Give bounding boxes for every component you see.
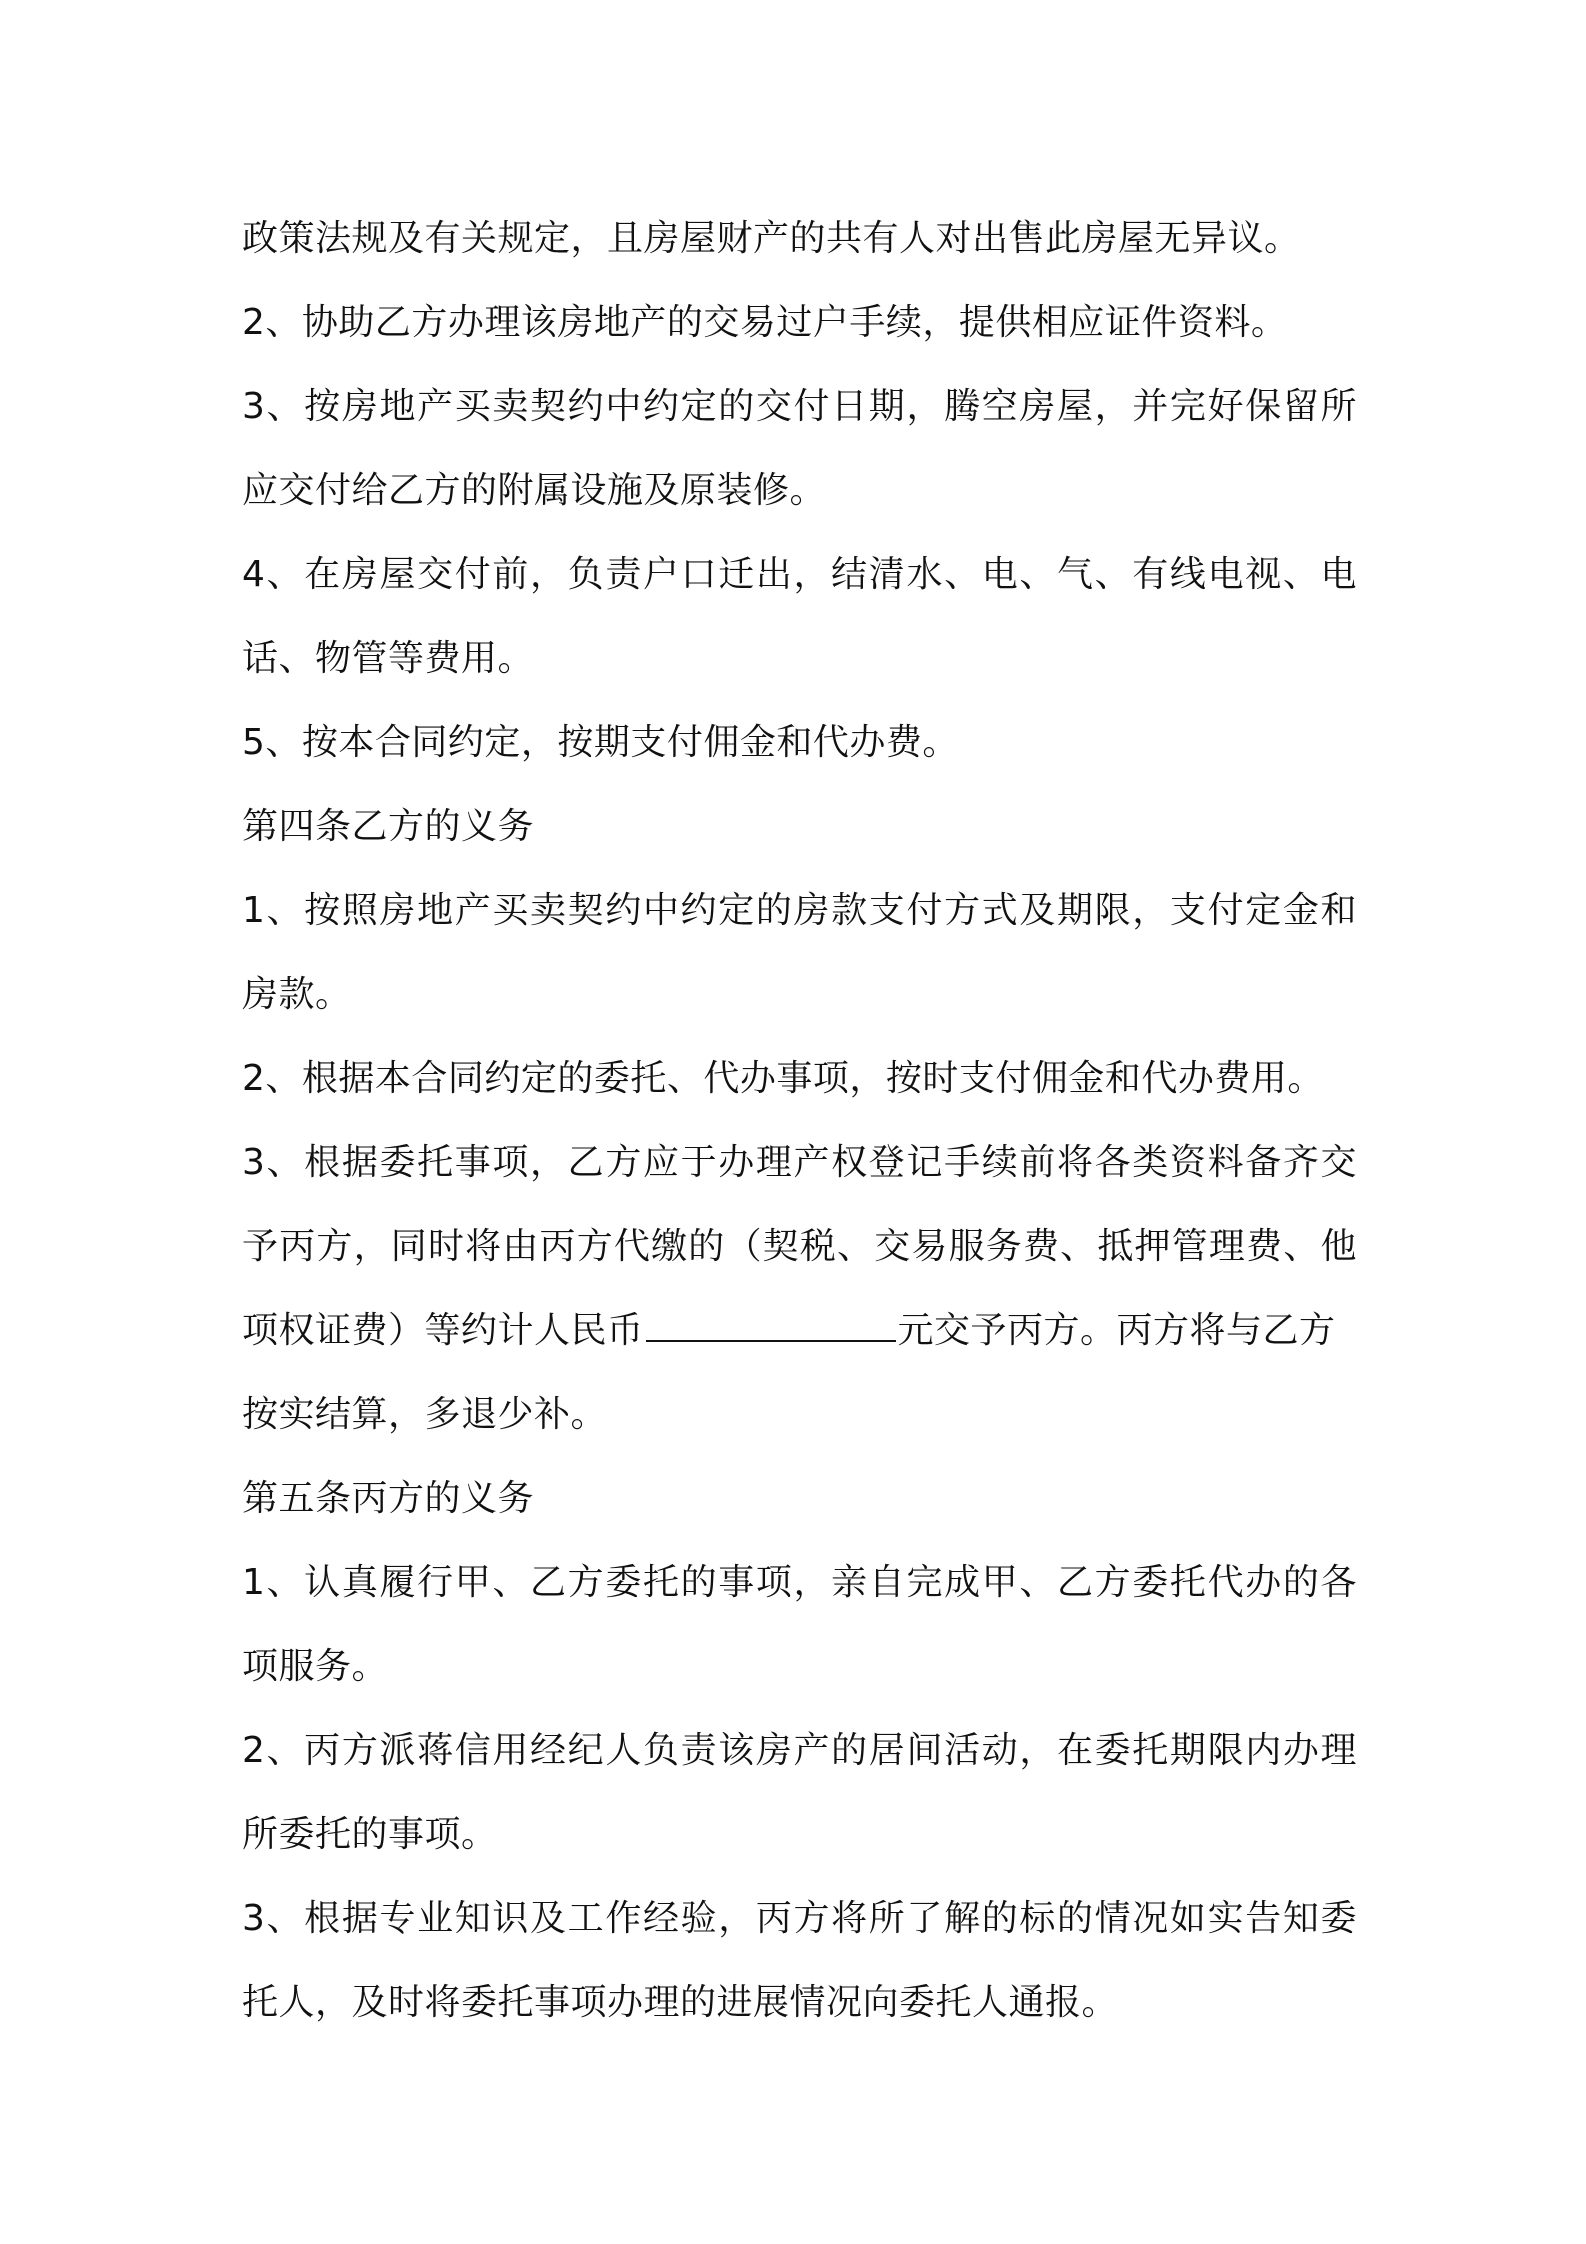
paragraph-line: 2、根据本合同约定的委托、代办事项，按时支付佣金和代办费用。	[242, 1058, 1324, 1099]
paragraph-line: 按实结算，多退少补。	[242, 1394, 608, 1435]
blank-line-prefix: 项权证费）等约计人民币	[242, 1310, 644, 1351]
document-body	[242, 197, 1357, 2045]
section-heading: 第四条乙方的义务	[242, 806, 535, 847]
paragraph-line: 3、根据专业知识及工作经验，丙方将所了解的标的情况如实告知委	[242, 1898, 1357, 1939]
paragraph-line: 托人，及时将委托事项办理的进展情况向委托人通报。	[242, 1982, 1119, 2023]
paragraph-line: 3、根据委托事项，乙方应于办理产权登记手续前将各类资料备齐交	[242, 1142, 1357, 1183]
paragraph-line: 1、认真履行甲、乙方委托的事项，亲自完成甲、乙方委托代办的各	[242, 1562, 1357, 1603]
paragraph-line: 5、按本合同约定，按期支付佣金和代办费。	[242, 722, 959, 763]
paragraph-line: 房款。	[242, 974, 352, 1015]
paragraph-line: 所委托的事项。	[242, 1814, 498, 1855]
section-heading: 第五条丙方的义务	[242, 1478, 535, 1519]
paragraph-line: 项服务。	[242, 1646, 389, 1687]
blank-line-suffix: 元交予丙方。丙方将与乙方	[897, 1310, 1336, 1351]
paragraph-line: 2、协助乙方办理该房地产的交易过户手续，提供相应证件资料。	[242, 302, 1288, 343]
paragraph-line: 4、在房屋交付前，负责户口迁出，结清水、电、气、有线电视、电	[242, 554, 1357, 595]
amount-blank-field	[646, 1310, 896, 1342]
paragraph-line-with-blank	[242, 1289, 1357, 1373]
paragraph-line: 1、按照房地产买卖契约中约定的房款支付方式及期限，支付定金和	[242, 890, 1357, 931]
paragraph-line: 应交付给乙方的附属设施及原装修。	[242, 470, 827, 511]
paragraph-line: 话、物管等费用。	[242, 638, 535, 679]
paragraph-line: 2、丙方派蒋信用经纪人负责该房产的居间活动，在委托期限内办理	[242, 1730, 1357, 1771]
paragraph-line: 3、按房地产买卖契约中约定的交付日期，腾空房屋，并完好保留所	[242, 386, 1357, 427]
paragraph-line: 予丙方，同时将由丙方代缴的（契税、交易服务费、抵押管理费、他	[242, 1226, 1357, 1267]
paragraph-line: 政策法规及有关规定，且房屋财产的共有人对出售此房屋无异议。	[242, 218, 1301, 259]
